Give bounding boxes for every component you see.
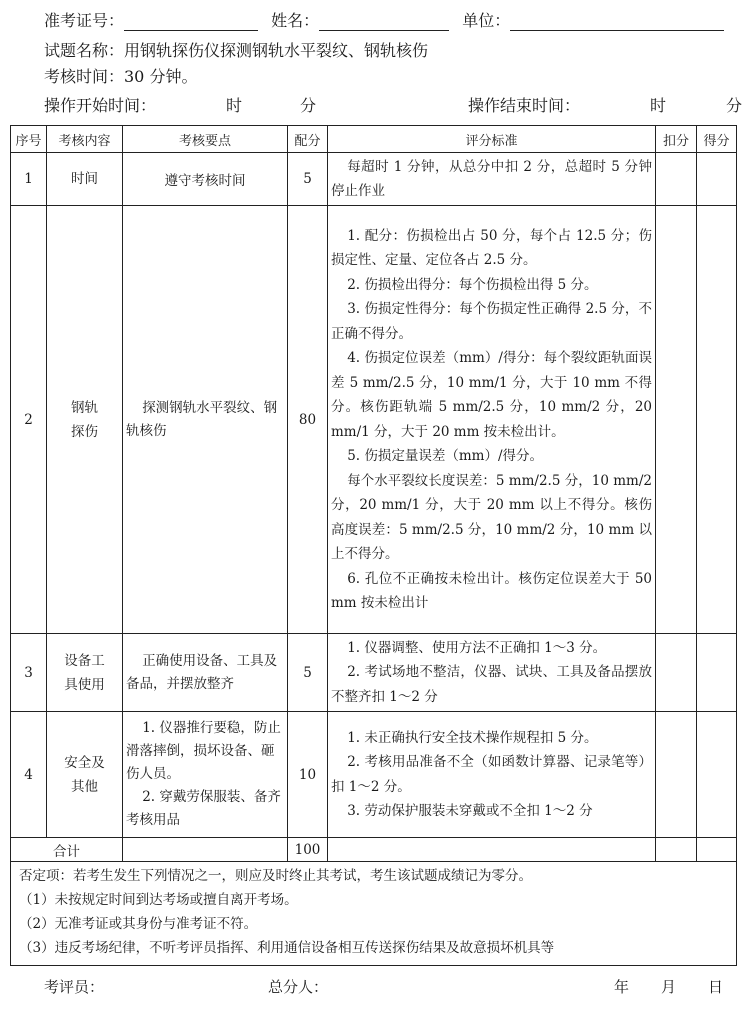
veto-line: 否定项：若考生发生下列情况之一，则应及时终止其考试，考生该试题成绩记为零分。 — [19, 868, 532, 884]
row-content-line: 钢轨 — [71, 399, 98, 416]
row-content-line: 探伤 — [71, 423, 98, 440]
row-score: 5 — [288, 634, 328, 712]
header-content: 考核内容 — [47, 126, 123, 153]
standard-line: 1. 配分：伤损检出占 50 分，每个占 12.5 分；伤损定性、定量、定位各占 2.5 分。 — [331, 227, 652, 268]
row-content-line: 安全及 — [64, 754, 105, 771]
deduct-cell[interactable] — [656, 634, 697, 712]
standard-line: 1. 未正确执行安全技术操作规程扣 5 分。 — [347, 729, 598, 746]
row-no: 1 — [11, 153, 47, 206]
row-score: 80 — [288, 206, 328, 634]
start-minute-label: 分 — [300, 96, 317, 115]
exam-title: 试题名称：用钢轨探伤仪探测钢轨水平裂纹、钢轨核伤 — [44, 41, 429, 60]
end-minute-label: 分 — [726, 96, 743, 115]
start-hour-label: 时 — [226, 96, 243, 115]
operation-time-line — [44, 93, 743, 116]
total-score: 100 — [288, 838, 328, 862]
unit-label: 单位： — [462, 11, 511, 30]
row-standard — [328, 634, 656, 712]
header-score: 配分 — [288, 126, 328, 153]
table-header-row — [11, 126, 737, 153]
standard-line: 2. 伤损检出得分：每个伤损检出得 5 分。 — [347, 276, 598, 293]
total-label: 合计 — [11, 838, 123, 862]
standard-line: 4. 伤损定位误差（mm）/得分：每个裂纹距轨面误差 5 mm/2.5 分，10 mm/1 分，大于 10 mm 不得分。核伤距轨端 5 mm/2.5 分，10 mm/2 分，20 mm/1 分，大于 20 mm 按未检出计。 — [331, 350, 652, 440]
end-time-label: 操作结束时间： — [468, 96, 581, 115]
total-earned-cell[interactable] — [697, 838, 737, 862]
total-standard-cell — [328, 838, 656, 862]
deduct-cell[interactable] — [656, 153, 697, 206]
row-score: 10 — [288, 712, 328, 838]
standard-line: 2. 考试场地不整洁，仪器、试块、工具及备品摆放不整齐扣 1～2 分 — [331, 664, 652, 705]
row-standard — [328, 712, 656, 838]
header-standard: 评分标准 — [328, 126, 656, 153]
standard-line: 每个水平裂纹长度误差：5 mm/2.5 分，10 mm/2 分，20 mm/1 分，大于 20 mm 以上不得分。核伤高度误差：5 mm/2.5 分，10 mm/2 分，10 mm 以上不得分。 — [331, 472, 652, 562]
veto-section — [11, 862, 737, 966]
earned-cell[interactable] — [697, 153, 737, 206]
row-points-line: 2. 穿戴劳保服装、备齐考核用品 — [126, 789, 281, 828]
table-row — [11, 153, 737, 206]
standard-line: 1. 仪器调整、使用方法不正确扣 1～3 分。 — [347, 639, 607, 656]
earned-cell[interactable] — [697, 712, 737, 838]
row-content-line: 设备工 — [64, 652, 105, 669]
header-earned: 得分 — [697, 126, 737, 153]
total-points-cell — [123, 838, 288, 862]
standard-line: 6. 孔位不正确按未检出计。核伤定位误差大于 50 mm 按未检出计 — [331, 570, 652, 611]
row-content — [47, 206, 123, 634]
deduct-cell[interactable] — [656, 712, 697, 838]
table-row — [11, 712, 737, 838]
total-deduct-cell[interactable] — [656, 838, 697, 862]
veto-line: （2）无准考证或其身份与准考证不符。 — [19, 916, 258, 932]
exam-info-line — [44, 8, 724, 31]
header-points: 考核要点 — [123, 126, 288, 153]
row-points-line: 遵守考核时间 — [164, 173, 246, 189]
table-row — [11, 206, 737, 634]
year-label: 年 — [614, 978, 630, 996]
exam-no-label: 准考证号： — [44, 11, 125, 30]
standard-line: 3. 劳动保护服装未穿戴或不全扣 1～2 分 — [347, 803, 593, 819]
row-content — [47, 712, 123, 838]
row-content-line: 其他 — [71, 778, 98, 795]
standard-line: 2. 考核用品准备不全（如函数计算器、记录笔等）扣 1～2 分。 — [331, 754, 652, 795]
header-deduct: 扣分 — [656, 126, 697, 153]
start-time-label: 操作开始时间： — [44, 96, 157, 115]
standard-line: 每超时 1 分钟，从总分中扣 2 分，总超时 5 分钟停止作业 — [331, 158, 652, 199]
row-no: 4 — [11, 712, 47, 838]
veto-row — [11, 862, 737, 966]
name-field[interactable] — [319, 13, 449, 31]
standard-line: 3. 伤损定性得分：每个伤损定性正确得 2.5 分，不正确不得分。 — [331, 301, 652, 342]
row-standard — [328, 153, 656, 206]
row-points-line: 正确使用设备、工具及备品，并摆放整齐 — [126, 652, 278, 692]
row-content-line: 时间 — [71, 171, 98, 187]
earned-cell[interactable] — [697, 634, 737, 712]
month-label: 月 — [661, 978, 677, 996]
exam-duration: 考核时间：30 分钟。 — [44, 67, 198, 86]
earned-cell[interactable] — [697, 206, 737, 634]
row-points — [123, 206, 288, 634]
table-row — [11, 634, 737, 712]
row-content-line: 具使用 — [64, 676, 105, 693]
day-label: 日 — [708, 978, 724, 996]
row-no: 2 — [11, 206, 47, 634]
row-points-line: 1. 仪器推行要稳，防止滑落摔倒，损坏设备、砸伤人员。 — [126, 720, 281, 782]
row-points-line: 探测钢轨水平裂纹、钢轨核伤 — [126, 399, 278, 439]
row-content — [47, 153, 123, 206]
standard-line: 5. 伤损定量误差（mm）/得分。 — [347, 448, 544, 464]
row-standard — [328, 206, 656, 634]
total-row — [11, 838, 737, 862]
row-points — [123, 712, 288, 838]
deduct-cell[interactable] — [656, 206, 697, 634]
name-label: 姓名： — [271, 11, 320, 30]
header-no: 序号 — [11, 126, 47, 153]
scorer-label: 总分人： — [268, 978, 329, 996]
row-points — [123, 634, 288, 712]
veto-line: （1）未按规定时间到达考场或擅自离开考场。 — [19, 892, 298, 908]
exam-no-field[interactable] — [124, 13, 258, 31]
row-points — [123, 153, 288, 206]
row-no: 3 — [11, 634, 47, 712]
unit-field[interactable] — [510, 13, 724, 31]
grading-table — [10, 125, 737, 966]
row-score: 5 — [288, 153, 328, 206]
end-hour-label: 时 — [650, 96, 667, 115]
row-content — [47, 634, 123, 712]
examiner-label: 考评员： — [44, 978, 105, 996]
veto-line: （3）违反考场纪律，不听考评员指挥、利用通信设备相互传送探伤结果及故意损坏机具等 — [19, 940, 555, 956]
